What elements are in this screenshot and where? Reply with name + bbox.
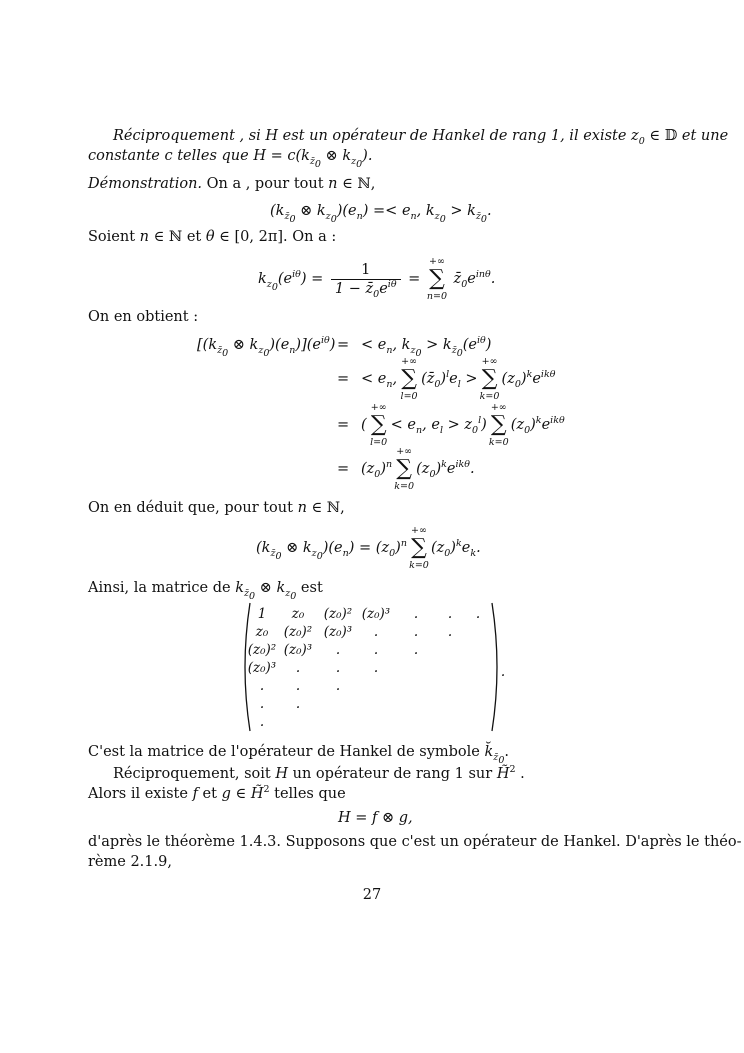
cest-line: C'est la matrice de l'opérateur de Hankel de symbole $k̆_{z̄_0}$. xyxy=(88,744,509,766)
equation-4: ($k_{z̄_0}$ ⊗ $k_{z_0})(e_n) = (z_0)^n$ +∞ ∑ k=0 $(z_0)^ke_k$. xyxy=(256,525,481,571)
dapres-line-1: d'après le théorème 1.4.3. Supposons que c'est un opérateur de Hankel. D'après le théo- xyxy=(88,834,742,850)
recip-line: Réciproquement, soit H un opérateur de rang 1 sur H̃$^2$ . xyxy=(113,764,525,782)
alors-line: Alors il existe f et g ∈ H̃$^2$ telles que xyxy=(88,784,346,802)
eq-array-row-1: < $e_n$, $k_{z_0} > k_{z̄_0}(e^{i\theta})$ xyxy=(361,335,492,359)
matrix-cell: . xyxy=(259,714,265,730)
matrix-cell: . xyxy=(413,624,419,640)
equation-5: H = f ⊗ g, xyxy=(338,810,413,826)
matrix-cell: (z₀)² xyxy=(323,606,353,622)
eq-sign: = xyxy=(337,371,350,387)
sum-operator: +∞ ∑ n=0 xyxy=(426,256,447,302)
demo-label: Démonstration. xyxy=(88,176,203,192)
matrix-cell: . xyxy=(295,696,301,712)
matrix-cell: . xyxy=(475,606,481,622)
matrix-cell: . xyxy=(447,624,453,640)
matrix-cell: (z₀)² xyxy=(283,624,313,640)
matrix-cell: . xyxy=(335,642,341,658)
equation-2: $k_{z_0}(e^{i\theta})$ = $\frac{1}{1 - z̄_0e^{i\theta}}$ = +∞ ∑ n=0 $z̄_0e^{in\theta}$. xyxy=(258,256,496,302)
matrix-cell: . xyxy=(259,678,265,694)
proposition-line-1: Réciproquement , si H est un opérateur de Hankel de rang 1, il existe $z_0$ ∈ 𝔻 et une xyxy=(113,128,729,147)
matrix-cell: . xyxy=(413,642,419,658)
page-number: 27 xyxy=(362,887,382,903)
matrix-cell: 1 xyxy=(257,606,267,622)
eq-array-row-4: $(z_0)^n$ +∞ ∑ k=0 $(z_0)^ke^{ik\theta}$. xyxy=(361,446,475,492)
matrix-cell: (z₀)³ xyxy=(361,606,391,622)
eq-array-row-2: < $e_n$, +∞ ∑ l=0 $(z̄_0)^le_l$ > +∞ ∑ k=0 $(z_0)^ke^{ik\theta}$ xyxy=(361,356,556,402)
matrix-cell: . xyxy=(295,660,301,676)
matrix-cell: z₀ xyxy=(255,624,269,640)
dapres-line-2: rème 2.1.9, xyxy=(88,854,172,870)
matrix-cell: (z₀)³ xyxy=(283,642,313,658)
matrix-cell: (z₀)² xyxy=(247,642,277,658)
deduit-line: On en déduit que, pour tout n ∈ ℕ, xyxy=(88,500,345,516)
fraction: $\frac{1}{1 - z̄_0e^{i\theta}}$ xyxy=(331,261,401,298)
eq-array-row-3: ( +∞ ∑ l=0 < $e_n$, $e_l > z_0^l$) +∞ ∑ k=0 $(z_0)^ke^{ik\theta}$ xyxy=(361,402,565,448)
demonstration-line xyxy=(88,174,375,194)
matrix-cell: . xyxy=(447,606,453,622)
matrix-cell: (z₀)³ xyxy=(247,660,277,676)
equation-1: ($k_{z̄_0}$ ⊗ $k_{z_0})(e_n) =< e_n$, $k_{z_0} > k_{z̄_0}$. xyxy=(270,203,492,225)
eq-sign: = xyxy=(337,417,350,433)
matrix-trailing-dot: . xyxy=(500,664,506,680)
matrix-cell: . xyxy=(335,678,341,694)
soient-line: Soient n ∈ ℕ et θ ∈ [0, 2π]. On a : xyxy=(88,229,337,245)
matrix-cell: . xyxy=(295,678,301,694)
eq-sign: = xyxy=(337,461,350,477)
eq-array-lhs: [($k_{z̄_0}$ ⊗ $k_{z_0})(e_n)](e^{i\theta})$ xyxy=(197,335,336,359)
matrix-cell: z₀ xyxy=(291,606,305,622)
matrix-cell: . xyxy=(373,660,379,676)
demo-text: On a , pour tout n ∈ ℕ, xyxy=(206,176,376,192)
matrix-cell: . xyxy=(373,642,379,658)
matrix-cell: . xyxy=(413,606,419,622)
matrix-cell: . xyxy=(373,624,379,640)
ainsi-line: Ainsi, la matrice de $k_{z̄_0}$ ⊗ $k_{z_0}$ est xyxy=(88,580,323,602)
matrix-cell: . xyxy=(259,696,265,712)
matrix-cell: (z₀)³ xyxy=(323,624,353,640)
obtient-line: On en obtient : xyxy=(88,309,199,325)
eq-sign: = xyxy=(337,337,350,353)
proposition-line-2: constante c telles que $H = c(k_{z̄_0}$ ⊗ $k_{z_0}$). xyxy=(88,148,373,170)
matrix-cell: . xyxy=(335,660,341,676)
hankel-matrix xyxy=(238,602,506,734)
